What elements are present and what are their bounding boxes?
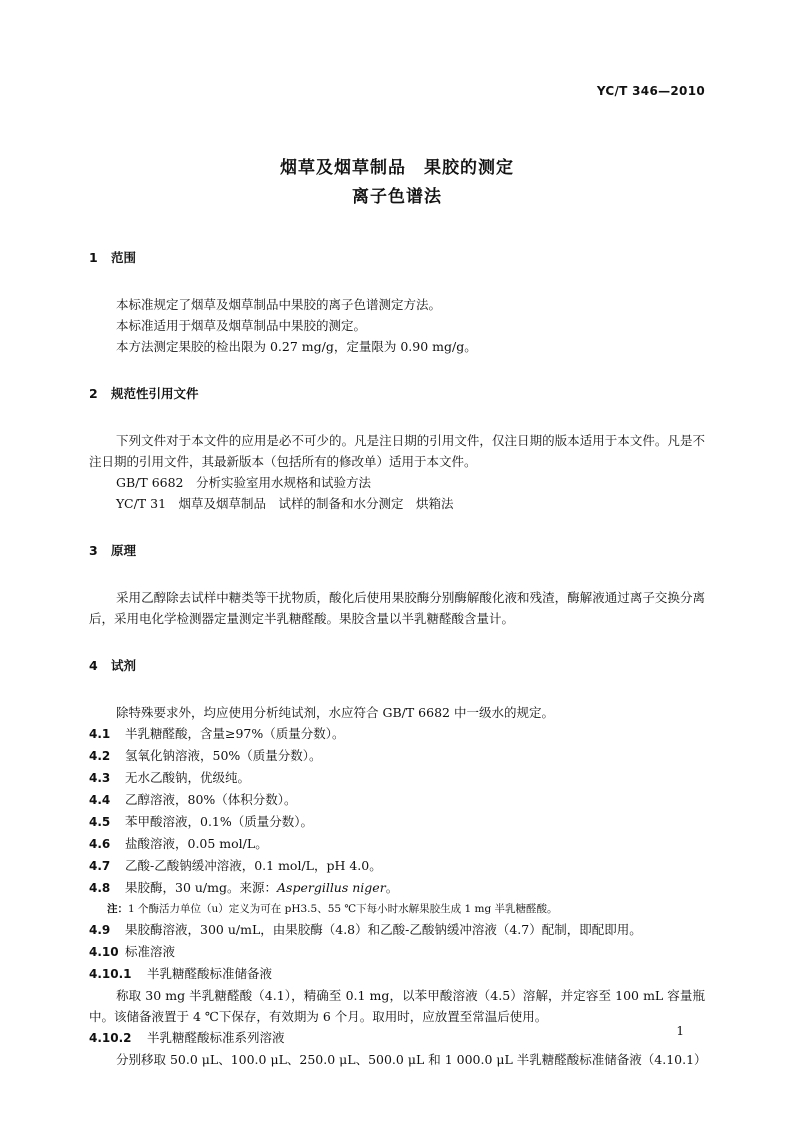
section-heading-reagents	[89, 655, 705, 676]
subheading-series-solution	[89, 1027, 705, 1049]
reagent-item-pectinase	[89, 877, 705, 899]
species-name: Aspergillus niger	[277, 880, 386, 895]
section-heading-principle	[89, 540, 705, 561]
item-number: 4.9	[89, 923, 111, 937]
item-number: 4.10.1	[89, 967, 132, 981]
normative-paragraph: 下列文件对于本文件的应用是必不可少的。凡是注日期的引用文件，仅注日期的版本适用于本文件。凡是不注日期的引用文件，其最新版本（包括所有的修改单）适用于本文件。	[89, 433, 705, 469]
reagent-item	[89, 767, 705, 789]
subheading-standard-solution	[89, 941, 705, 963]
item-text: 半乳糖醛酸标准系列溶液	[147, 1030, 285, 1045]
subheading-stock-solution	[89, 963, 705, 985]
reference-gbt6682: GB/T 6682 分析实验室用水规格和试验方法	[116, 475, 372, 490]
reagent-item	[89, 833, 705, 855]
item-text: 氢氧化钠溶液，50%（质量分数）。	[125, 748, 322, 763]
section-number: 1	[89, 250, 98, 265]
item-text: 乙醇溶液，80%（体积分数）。	[125, 792, 297, 807]
item-text: 半乳糖醛酸标准储备液	[147, 966, 273, 981]
document-subtitle: 离子色谱法	[352, 187, 442, 207]
series-solution-paragraph: 分别移取 50.0 μL、100.0 μL、250.0 μL、500.0 μL 和 1 000.0 μL 半乳糖醛酸标准储备液（4.10.1）	[116, 1052, 707, 1067]
section-title: 原理	[111, 543, 137, 558]
item-text: 乙酸-乙酸钠缓冲溶液，0.1 mol/L，pH 4.0。	[125, 858, 382, 873]
item-text: 盐酸溶液，0.05 mol/L。	[125, 836, 268, 851]
scope-line-3: 本方法测定果胶的检出限为 0.27 mg/g，定量限为 0.90 mg/g。	[116, 339, 477, 354]
reagent-item	[89, 789, 705, 811]
section-heading-scope	[89, 247, 705, 268]
item-number: 4.8	[89, 881, 111, 895]
item-number: 4.5	[89, 815, 111, 829]
enzyme-unit-note	[89, 899, 705, 919]
note-text: 1 个酶活力单位（u）定义为可在 pH3.5、55 ℃下每小时水解果胶生成 1 mg 半乳糖醛酸。	[128, 903, 558, 915]
item-number: 4.2	[89, 749, 111, 763]
item-text: 苯甲酸溶液，0.1%（质量分数）。	[125, 814, 314, 829]
stock-solution-paragraph: 称取 30 mg 半乳糖醛酸（4.1），精确至 0.1 mg，以苯甲酸溶液（4.5）溶解，并定容至 100 mL 容量瓶中。该储备液置于 4 ℃下保存，有效期为 6 个月。取用时，应放置至常温后使用。	[89, 988, 705, 1024]
item-number: 4.6	[89, 837, 111, 851]
section-heading-normative	[89, 383, 705, 404]
item-number: 4.10.2	[89, 1031, 132, 1045]
principle-paragraph: 采用乙醇除去试样中糖类等干扰物质，酸化后使用果胶酶分别酶解酸化液和残渣，酶解液通过离子交换分离后，采用电化学检测器定量测定半乳糖醛酸。果胶含量以半乳糖醛酸含量计。	[89, 590, 705, 626]
reagent-item	[89, 855, 705, 877]
standard-code: YC/T 346—2010	[596, 84, 705, 98]
scope-line-2: 本标准适用于烟草及烟草制品中果胶的测定。	[116, 318, 367, 333]
item-number: 4.10	[89, 945, 119, 959]
item-text: 标准溶液	[125, 944, 176, 959]
item-number: 4.7	[89, 859, 111, 873]
reagent-item	[89, 723, 705, 745]
section-number: 4	[89, 658, 98, 673]
section-number: 2	[89, 386, 98, 401]
section-title: 规范性引用文件	[111, 386, 199, 401]
item-number: 4.1	[89, 727, 111, 741]
note-label: 注：	[107, 903, 128, 915]
section-number: 3	[89, 543, 98, 558]
scope-line-1: 本标准规定了烟草及烟草制品中果胶的离子色谱测定方法。	[116, 297, 442, 312]
reagent-item-pectinase-solution	[89, 919, 705, 941]
document-body	[89, 247, 705, 1070]
item-text: 无水乙酸钠，优级纯。	[125, 770, 251, 785]
item-number: 4.4	[89, 793, 111, 807]
item-tail: 。	[385, 880, 399, 895]
section-title: 试剂	[111, 658, 137, 673]
page-number: 1	[676, 1024, 684, 1038]
reference-yct31: YC/T 31 烟草及烟草制品 试样的制备和水分测定 烘箱法	[116, 496, 454, 511]
item-text: 果胶酶溶液，300 u/mL，由果胶酶（4.8）和乙酸-乙酸钠缓冲溶液（4.7）配制，即配即用。	[125, 922, 642, 937]
reagents-intro: 除特殊要求外，均应使用分析纯试剂，水应符合 GB/T 6682 中一级水的规定。	[116, 705, 554, 720]
item-number: 4.3	[89, 771, 111, 785]
reagent-item	[89, 811, 705, 833]
item-text: 半乳糖醛酸，含量≥97%（质量分数）。	[125, 726, 345, 741]
item-text: 果胶酶，30 u/mg。来源：	[125, 880, 277, 895]
reagent-item	[89, 745, 705, 767]
section-title: 范围	[111, 250, 137, 265]
document-title: 烟草及烟草制品 果胶的测定	[280, 158, 514, 178]
